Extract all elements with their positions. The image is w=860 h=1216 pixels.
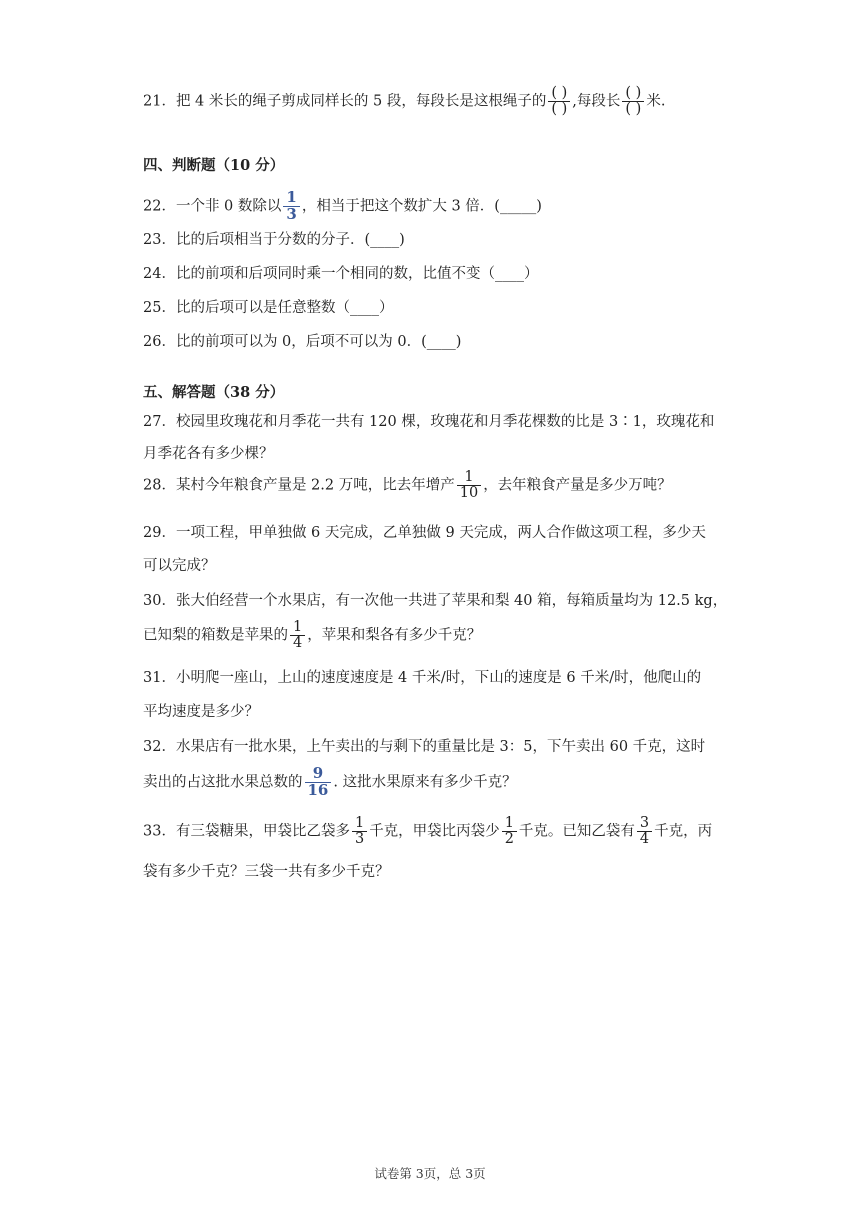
page-footer: 试卷第 3页，总 3页 xyxy=(374,1166,486,1181)
question-22 xyxy=(143,190,542,223)
q21-fraction-1: $\frac{( )}{( )}$ xyxy=(548,86,570,117)
question-23: 23．比的后项相当于分数的分子．(____) xyxy=(143,232,405,248)
question-30-line-2 xyxy=(143,620,481,651)
q32-text-2: . 这批水果原来有多少千克？ xyxy=(333,774,517,791)
question-27-line-1: 27．校园里玫瑰花和月季花一共有 120 棵，玫瑰花和月季花棵数的比是 3∶1，玫瑰花和 xyxy=(143,414,715,430)
q21-fraction-2: $\frac{( )}{( )}$ xyxy=(622,86,644,117)
q21-text: 21．把 4 米长的绳子剪成同样长的 5 段，每段长是这根绳子的 xyxy=(143,93,547,110)
section-4-title: 四、判断题（10 分） xyxy=(143,157,285,174)
q33-text-3: 千克。已知乙袋有 xyxy=(518,823,635,840)
section-5-title: 五、解答题（38 分） xyxy=(143,384,285,401)
q22-text: 22．一个非 0 数除以 xyxy=(143,198,282,215)
q21-text-2: ,每段长 xyxy=(572,93,621,110)
q30-text: 已知梨的箱数是苹果的 xyxy=(143,627,288,644)
q22-text-2: ，相当于把这个数扩大 3 倍．(_____) xyxy=(301,198,542,215)
q28-text-2: ，去年粮食产量是多少万吨？ xyxy=(483,477,672,494)
question-33-line-2: 袋有多少千克？三袋一共有多少千克？ xyxy=(143,864,390,880)
q30-text-2: ，苹果和梨各有多少千克？ xyxy=(307,627,482,644)
question-28 xyxy=(143,470,672,501)
q22-fraction: $\frac{1}{3}$ xyxy=(283,190,299,223)
q21-text-3: 米. xyxy=(646,93,666,110)
q33-fraction-2: $\frac{1}{2}$ xyxy=(502,816,517,847)
question-27-line-2: 月季花各有多少棵？ xyxy=(143,446,274,462)
q33-fraction-1: $\frac{1}{3}$ xyxy=(352,816,367,847)
question-31-line-1: 31．小明爬一座山，上山的速度速度是 4 千米/时，下山的速度是 6 千米/时，他爬山的 xyxy=(143,670,702,686)
q32-fraction: $\frac{9}{16}$ xyxy=(305,766,332,799)
q28-text: 28．某村今年粮食产量是 2.2 万吨，比去年增产 xyxy=(143,477,455,494)
q32-text: 卖出的占这批水果总数的 xyxy=(143,774,303,791)
question-29-line-1: 29．一项工程，甲单独做 6 天完成，乙单独做 9 天完成，两人合作做这项工程，多少天 xyxy=(143,525,706,541)
q33-text-4: 千克，丙 xyxy=(654,823,713,840)
question-25: 25．比的后项可以是任意整数（____） xyxy=(143,300,394,316)
question-21 xyxy=(143,86,665,117)
q33-fraction-3: $\frac{3}{4}$ xyxy=(637,816,652,847)
q30-fraction: $\frac{1}{4}$ xyxy=(290,620,305,651)
q33-text-2: 千克，甲袋比丙袋少 xyxy=(369,823,500,840)
q28-fraction: $\frac{1}{10}$ xyxy=(457,470,481,501)
question-29-line-2: 可以完成？ xyxy=(143,558,216,574)
question-30-line-1: 30．张大伯经营一个水果店，有一次他一共进了苹果和梨 40 箱，每箱质量均为 12.5 kg， xyxy=(143,593,728,609)
question-24: 24．比的前项和后项同时乘一个相同的数，比值不变（____） xyxy=(143,266,539,282)
question-32-line-2 xyxy=(143,766,517,799)
question-31-line-2: 平均速度是多少？ xyxy=(143,704,259,720)
question-32-line-1: 32．水果店有一批水果，上午卖出的与剩下的重量比是 3：5，下午卖出 60 千克，这时 xyxy=(143,739,706,755)
q33-text: 33．有三袋糖果，甲袋比乙袋多 xyxy=(143,823,350,840)
question-33-line-1 xyxy=(143,816,712,847)
question-26: 26．比的前项可以为 0，后项不可以为 0．(____) xyxy=(143,334,462,350)
